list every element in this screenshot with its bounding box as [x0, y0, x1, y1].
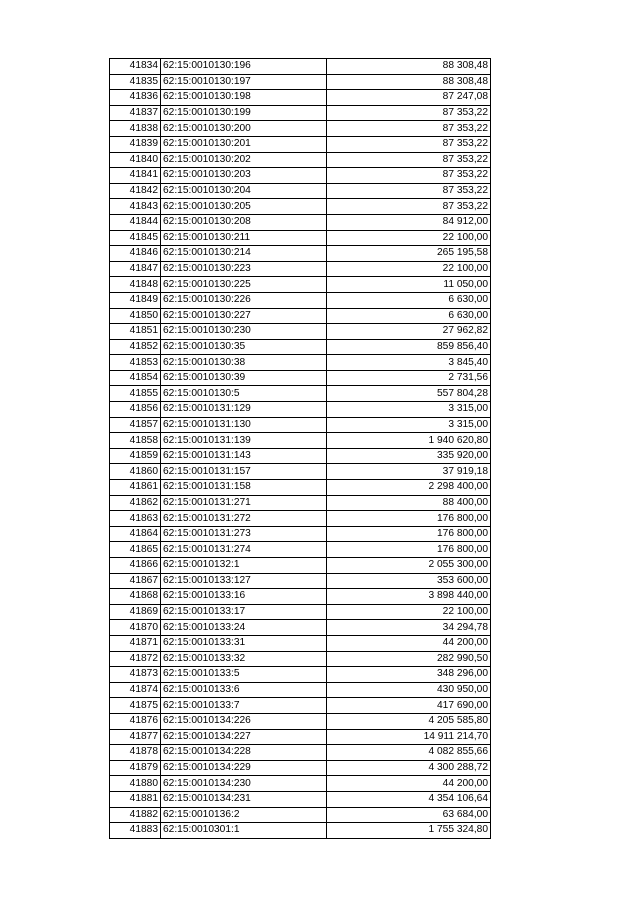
cadastral-value-cell: 87 353,22: [327, 168, 491, 184]
row-number-cell: 41869: [110, 604, 161, 620]
table-row: [110, 214, 491, 230]
row-number-cell: 41854: [110, 370, 161, 386]
table-row: [110, 807, 491, 823]
cadastral-value-cell: 22 100,00: [327, 230, 491, 246]
row-number-cell: 41850: [110, 308, 161, 324]
row-number-cell: 41878: [110, 745, 161, 761]
table-row: [110, 246, 491, 262]
cadastral-number-cell: 62:15:0010130:227: [161, 308, 327, 324]
row-number-cell: 41862: [110, 495, 161, 511]
cadastral-number-cell: 62:15:0010134:226: [161, 713, 327, 729]
table-row: [110, 230, 491, 246]
row-number-cell: 41864: [110, 526, 161, 542]
row-number-cell: 41835: [110, 74, 161, 90]
cadastral-number-cell: 62:15:0010133:6: [161, 682, 327, 698]
row-number-cell: 41860: [110, 464, 161, 480]
cadastral-value-cell: 4 300 288,72: [327, 760, 491, 776]
cadastral-value-cell: 84 912,00: [327, 214, 491, 230]
row-number-cell: 41879: [110, 760, 161, 776]
cadastral-value-cell: 2 298 400,00: [327, 480, 491, 496]
cadastral-value-cell: 4 205 585,80: [327, 713, 491, 729]
row-number-cell: 41853: [110, 355, 161, 371]
table-row: [110, 558, 491, 574]
row-number-cell: 41877: [110, 729, 161, 745]
row-number-cell: 41839: [110, 136, 161, 152]
cadastral-value-cell: 88 308,48: [327, 74, 491, 90]
cadastral-number-cell: 62:15:0010131:272: [161, 511, 327, 527]
cadastral-value-cell: 1 940 620,80: [327, 433, 491, 449]
cadastral-value-cell: 282 990,50: [327, 651, 491, 667]
table-row: [110, 448, 491, 464]
cadastral-value-cell: 4 082 855,66: [327, 745, 491, 761]
cadastral-number-cell: 62:15:0010133:17: [161, 604, 327, 620]
table-row: [110, 823, 491, 839]
row-number-cell: 41876: [110, 713, 161, 729]
table-row: [110, 433, 491, 449]
cadastral-value-cell: 88 400,00: [327, 495, 491, 511]
row-number-cell: 41836: [110, 90, 161, 106]
cadastral-value-cell: 87 247,08: [327, 90, 491, 106]
row-number-cell: 41863: [110, 511, 161, 527]
cadastral-number-cell: 62:15:0010136:2: [161, 807, 327, 823]
row-number-cell: 41855: [110, 386, 161, 402]
row-number-cell: 41874: [110, 682, 161, 698]
cadastral-value-cell: 2 731,56: [327, 370, 491, 386]
table-row: [110, 199, 491, 215]
cadastral-number-cell: 62:15:0010132:1: [161, 558, 327, 574]
cadastral-number-cell: 62:15:0010133:127: [161, 573, 327, 589]
row-number-cell: 41837: [110, 105, 161, 121]
row-number-cell: 41865: [110, 542, 161, 558]
row-number-cell: 41859: [110, 448, 161, 464]
cadastral-value-cell: 3 898 440,00: [327, 589, 491, 605]
row-number-cell: 41846: [110, 246, 161, 262]
cadastral-number-cell: 62:15:0010133:5: [161, 667, 327, 683]
row-number-cell: 41872: [110, 651, 161, 667]
cadastral-value-cell: 348 296,00: [327, 667, 491, 683]
cadastral-value-cell: 4 354 106,64: [327, 791, 491, 807]
cadastral-number-cell: 62:15:0010131:274: [161, 542, 327, 558]
cadastral-number-cell: 62:15:0010134:229: [161, 760, 327, 776]
cadastral-number-cell: 62:15:0010131:157: [161, 464, 327, 480]
cadastral-number-cell: 62:15:0010133:7: [161, 698, 327, 714]
table-row: [110, 667, 491, 683]
cadastral-value-cell: 27 962,82: [327, 324, 491, 340]
cadastral-number-cell: 62:15:0010130:197: [161, 74, 327, 90]
table-row: [110, 324, 491, 340]
cadastral-number-cell: 62:15:0010130:203: [161, 168, 327, 184]
cadastral-number-cell: 62:15:0010130:214: [161, 246, 327, 262]
row-number-cell: 41870: [110, 620, 161, 636]
row-number-cell: 41852: [110, 339, 161, 355]
cadastral-value-cell: 3 315,00: [327, 402, 491, 418]
table-row: [110, 776, 491, 792]
table-row: [110, 480, 491, 496]
row-number-cell: 41856: [110, 402, 161, 418]
table-row: [110, 386, 491, 402]
row-number-cell: 41834: [110, 59, 161, 75]
cadastral-number-cell: 62:15:0010131:143: [161, 448, 327, 464]
cadastral-number-cell: 62:15:0010130:35: [161, 339, 327, 355]
cadastral-number-cell: 62:15:0010130:202: [161, 152, 327, 168]
cadastral-number-cell: 62:15:0010134:230: [161, 776, 327, 792]
cadastral-value-cell: 3 315,00: [327, 417, 491, 433]
table-row: [110, 745, 491, 761]
table-row: [110, 464, 491, 480]
cadastral-number-cell: 62:15:0010130:39: [161, 370, 327, 386]
cadastral-value-cell: 557 804,28: [327, 386, 491, 402]
row-number-cell: 41861: [110, 480, 161, 496]
cadastral-value-table: [109, 58, 491, 839]
cadastral-value-cell: 176 800,00: [327, 511, 491, 527]
table-row: [110, 729, 491, 745]
table-row: [110, 339, 491, 355]
cadastral-number-cell: 62:15:0010133:31: [161, 635, 327, 651]
table-row: [110, 651, 491, 667]
table-row: [110, 635, 491, 651]
cadastral-number-cell: 62:15:0010130:226: [161, 292, 327, 308]
row-number-cell: 41875: [110, 698, 161, 714]
row-number-cell: 41873: [110, 667, 161, 683]
cadastral-value-cell: 87 353,22: [327, 152, 491, 168]
table-body: [110, 59, 491, 839]
table-row: [110, 277, 491, 293]
table-row: [110, 136, 491, 152]
row-number-cell: 41842: [110, 183, 161, 199]
cadastral-number-cell: 62:15:0010130:208: [161, 214, 327, 230]
cadastral-value-cell: 6 630,00: [327, 308, 491, 324]
cadastral-number-cell: 62:15:0010133:32: [161, 651, 327, 667]
table-row: [110, 355, 491, 371]
cadastral-value-cell: 1 755 324,80: [327, 823, 491, 839]
cadastral-number-cell: 62:15:0010130:230: [161, 324, 327, 340]
table-row: [110, 791, 491, 807]
table-row: [110, 526, 491, 542]
row-number-cell: 41844: [110, 214, 161, 230]
row-number-cell: 41848: [110, 277, 161, 293]
table-row: [110, 589, 491, 605]
table-row: [110, 604, 491, 620]
cadastral-value-cell: 22 100,00: [327, 604, 491, 620]
cadastral-value-cell: 44 200,00: [327, 635, 491, 651]
row-number-cell: 41866: [110, 558, 161, 574]
cadastral-value-cell: 87 353,22: [327, 199, 491, 215]
row-number-cell: 41883: [110, 823, 161, 839]
table-row: [110, 495, 491, 511]
table-row: [110, 59, 491, 75]
cadastral-number-cell: 62:15:0010131:130: [161, 417, 327, 433]
table-row: [110, 573, 491, 589]
table-row: [110, 370, 491, 386]
cadastral-value-cell: 44 200,00: [327, 776, 491, 792]
cadastral-value-cell: 859 856,40: [327, 339, 491, 355]
table-row: [110, 183, 491, 199]
cadastral-number-cell: 62:15:0010133:16: [161, 589, 327, 605]
row-number-cell: 41838: [110, 121, 161, 137]
cadastral-number-cell: 62:15:0010134:231: [161, 791, 327, 807]
table-row: [110, 682, 491, 698]
row-number-cell: 41868: [110, 589, 161, 605]
cadastral-number-cell: 62:15:0010131:271: [161, 495, 327, 511]
cadastral-value-cell: 37 919,18: [327, 464, 491, 480]
cadastral-value-cell: 6 630,00: [327, 292, 491, 308]
table-row: [110, 542, 491, 558]
cadastral-value-cell: 87 353,22: [327, 121, 491, 137]
table-row: [110, 698, 491, 714]
row-number-cell: 41841: [110, 168, 161, 184]
table-row: [110, 308, 491, 324]
table-row: [110, 105, 491, 121]
cadastral-number-cell: 62:15:0010130:211: [161, 230, 327, 246]
cadastral-value-cell: 3 845,40: [327, 355, 491, 371]
cadastral-value-cell: 417 690,00: [327, 698, 491, 714]
cadastral-number-cell: 62:15:0010130:225: [161, 277, 327, 293]
cadastral-value-cell: 430 950,00: [327, 682, 491, 698]
row-number-cell: 41849: [110, 292, 161, 308]
cadastral-value-cell: 11 050,00: [327, 277, 491, 293]
cadastral-number-cell: 62:15:0010130:200: [161, 121, 327, 137]
row-number-cell: 41858: [110, 433, 161, 449]
row-number-cell: 41851: [110, 324, 161, 340]
row-number-cell: 41840: [110, 152, 161, 168]
cadastral-value-cell: 176 800,00: [327, 526, 491, 542]
cadastral-value-cell: 265 195,58: [327, 246, 491, 262]
cadastral-value-cell: 335 920,00: [327, 448, 491, 464]
row-number-cell: 41880: [110, 776, 161, 792]
row-number-cell: 41845: [110, 230, 161, 246]
row-number-cell: 41857: [110, 417, 161, 433]
table-row: [110, 713, 491, 729]
table-row: [110, 74, 491, 90]
cadastral-number-cell: 62:15:0010301:1: [161, 823, 327, 839]
cadastral-value-cell: 22 100,00: [327, 261, 491, 277]
cadastral-value-cell: 14 911 214,70: [327, 729, 491, 745]
cadastral-number-cell: 62:15:0010134:227: [161, 729, 327, 745]
cadastral-value-cell: 2 055 300,00: [327, 558, 491, 574]
table-row: [110, 402, 491, 418]
table-row: [110, 417, 491, 433]
table-row: [110, 168, 491, 184]
cadastral-number-cell: 62:15:0010131:139: [161, 433, 327, 449]
cadastral-number-cell: 62:15:0010131:158: [161, 480, 327, 496]
cadastral-number-cell: 62:15:0010130:5: [161, 386, 327, 402]
table-row: [110, 620, 491, 636]
table-row: [110, 261, 491, 277]
cadastral-number-cell: 62:15:0010133:24: [161, 620, 327, 636]
cadastral-value-cell: 87 353,22: [327, 183, 491, 199]
cadastral-number-cell: 62:15:0010130:199: [161, 105, 327, 121]
row-number-cell: 41871: [110, 635, 161, 651]
cadastral-number-cell: 62:15:0010130:201: [161, 136, 327, 152]
cadastral-number-cell: 62:15:0010130:198: [161, 90, 327, 106]
cadastral-number-cell: 62:15:0010130:196: [161, 59, 327, 75]
cadastral-value-cell: 34 294,78: [327, 620, 491, 636]
table-row: [110, 760, 491, 776]
table-row: [110, 121, 491, 137]
cadastral-number-cell: 62:15:0010130:38: [161, 355, 327, 371]
cadastral-number-cell: 62:15:0010130:205: [161, 199, 327, 215]
cadastral-value-cell: 87 353,22: [327, 105, 491, 121]
cadastral-number-cell: 62:15:0010131:273: [161, 526, 327, 542]
row-number-cell: 41847: [110, 261, 161, 277]
row-number-cell: 41843: [110, 199, 161, 215]
cadastral-value-cell: 176 800,00: [327, 542, 491, 558]
cadastral-number-cell: 62:15:0010134:228: [161, 745, 327, 761]
table-row: [110, 152, 491, 168]
cadastral-number-cell: 62:15:0010131:129: [161, 402, 327, 418]
row-number-cell: 41881: [110, 791, 161, 807]
cadastral-number-cell: 62:15:0010130:204: [161, 183, 327, 199]
row-number-cell: 41882: [110, 807, 161, 823]
cadastral-value-cell: 87 353,22: [327, 136, 491, 152]
cadastral-value-cell: 63 684,00: [327, 807, 491, 823]
row-number-cell: 41867: [110, 573, 161, 589]
table-row: [110, 90, 491, 106]
table-row: [110, 292, 491, 308]
cadastral-value-cell: 353 600,00: [327, 573, 491, 589]
cadastral-number-cell: 62:15:0010130:223: [161, 261, 327, 277]
table-row: [110, 511, 491, 527]
cadastral-value-cell: 88 308,48: [327, 59, 491, 75]
